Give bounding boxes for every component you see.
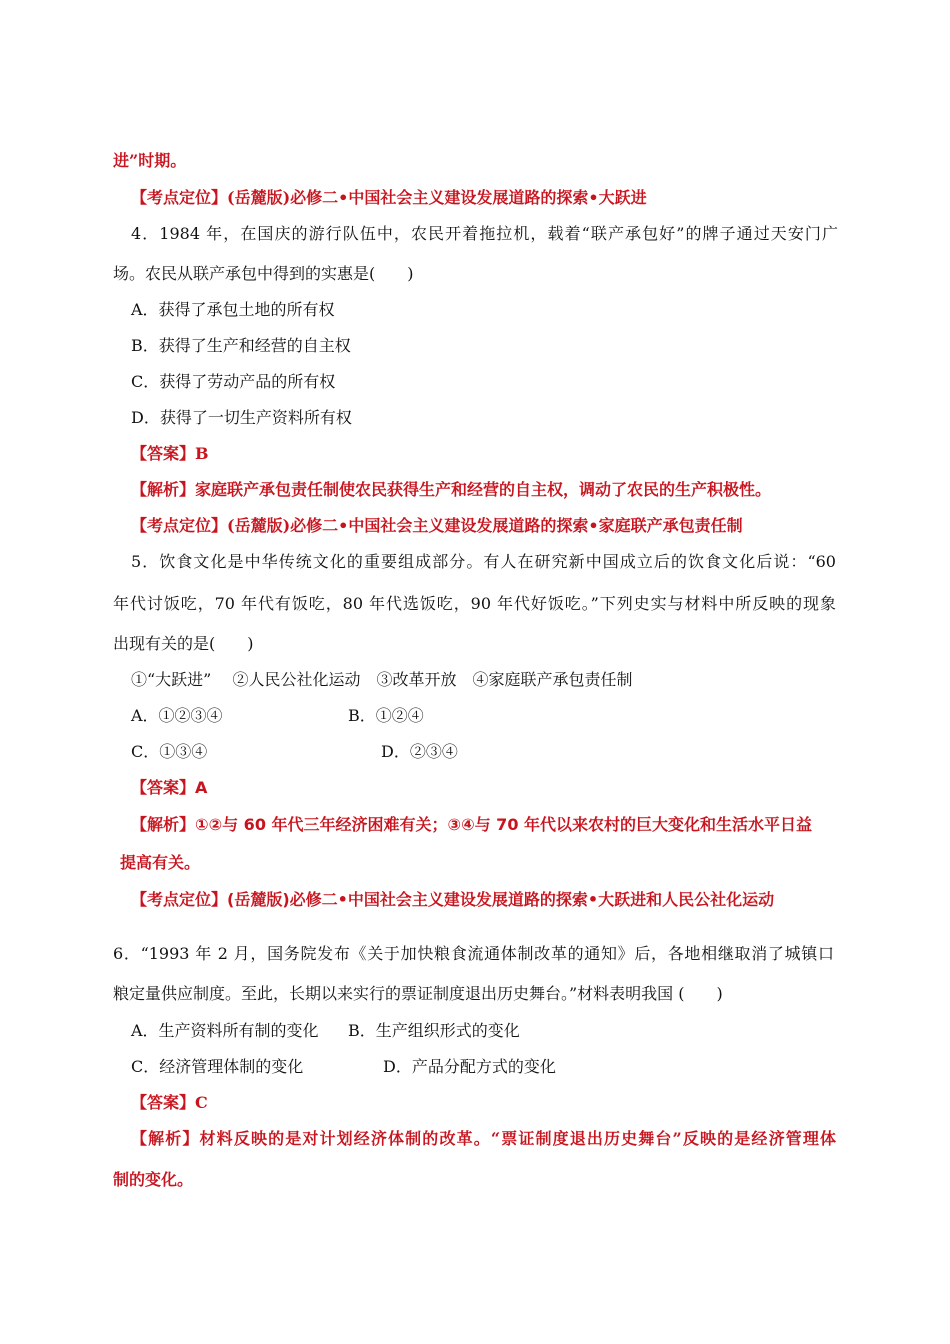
answer-label: 【答案】 — [131, 444, 196, 463]
q5-jiexi-line1 — [131, 815, 812, 835]
kaodian-label: 【考点定位】 — [131, 890, 228, 909]
q3-tail-text: 进”时期。 — [113, 151, 187, 170]
jiexi-text: 家庭联产承包责任制使农民获得生产和经营的自主权，调动了农民的生产积极性。 — [195, 480, 772, 499]
q5-jiexi-line2: 提高有关。 — [120, 853, 201, 872]
q5-option-c: C．①③④ — [131, 742, 208, 761]
q3-kaodian — [131, 188, 647, 208]
answer-label: 【答案】 — [131, 1093, 196, 1112]
answer-value: B — [195, 444, 209, 463]
q4-option-c: C．获得了劳动产品的所有权 — [131, 372, 336, 391]
q4-option-b: B．获得了生产和经营的自主权 — [131, 336, 351, 355]
q6-answer — [131, 1093, 208, 1113]
q4-stem-line2: 场。农民从联产承包中得到的实惠是( ) — [113, 264, 414, 283]
q4-stem-line1: 4．1984 年，在国庆的游行队伍中，农民开着拖拉机，载着“联产承包好”的牌子通过天安门广 — [131, 224, 838, 243]
q6-stem-line1: 6．“1993 年 2 月，国务院发布《关于加快粮食流通体制改革的通知》后，各地相继取消了城镇口 — [113, 944, 834, 963]
q6-jiexi-line2: 制的变化。 — [113, 1170, 194, 1189]
jiexi-label: 【解析】 — [131, 815, 196, 834]
q5-kaodian — [131, 890, 774, 910]
kaodian-text: (岳麓版)必修二•中国社会主义建设发展道路的探索•家庭联产承包责任制 — [227, 516, 743, 535]
kaodian-label: 【考点定位】 — [131, 188, 228, 207]
q5-option-b: B．①②④ — [348, 706, 424, 725]
q5-stem-line2: 年代讨饭吃，70 年代有饭吃，80 年代选饭吃，90 年代好饭吃。”下列史实与材料中所反映的现象 — [113, 594, 836, 613]
jiexi-text: 材料反映的是对计划经济体制的改革。“票证制度退出历史舞台”反映的是经济管理体 — [199, 1129, 836, 1148]
q5-stem-line1: 5．饮食文化是中华传统文化的重要组成部分。有人在研究新中国成立后的饮食文化后说：“60 — [131, 552, 836, 571]
q5-option-d: D．②③④ — [381, 742, 458, 761]
answer-label: 【答案】 — [131, 778, 196, 797]
q5-option-a: A．①②③④ — [131, 706, 223, 725]
q5-items: ①“大跃进” ②人民公社化运动 ③改革开放 ④家庭联产承包责任制 — [131, 670, 633, 689]
q6-option-d: D．产品分配方式的变化 — [383, 1057, 556, 1076]
q4-option-a: A．获得了承包土地的所有权 — [131, 300, 335, 319]
q6-option-c: C．经济管理体制的变化 — [131, 1057, 304, 1076]
q6-stem-line2: 粮定量供应制度。至此，长期以来实行的票证制度退出历史舞台。”材料表明我国 ( ) — [113, 984, 723, 1003]
q4-kaodian — [131, 516, 743, 536]
kaodian-text: (岳麓版)必修二•中国社会主义建设发展道路的探索•大跃进和人民公社化运动 — [227, 890, 775, 909]
q4-option-d: D．获得了一切生产资料所有权 — [131, 408, 352, 427]
q6-option-b: B．生产组织形式的变化 — [348, 1021, 520, 1040]
q6-jiexi-line1 — [131, 1129, 836, 1149]
q4-jiexi — [131, 480, 771, 500]
jiexi-text: ①②与 60 年代三年经济困难有关；③④与 70 年代以来农村的巨大变化和生活水平日益 — [195, 815, 813, 834]
kaodian-label: 【考点定位】 — [131, 516, 228, 535]
jiexi-label: 【解析】 — [131, 1129, 200, 1148]
answer-value: A — [195, 778, 208, 797]
jiexi-label: 【解析】 — [131, 480, 196, 499]
q4-answer — [131, 444, 209, 464]
q5-answer — [131, 778, 207, 798]
answer-value: C — [195, 1093, 208, 1112]
q6-option-a: A．生产资料所有制的变化 — [131, 1021, 319, 1040]
q5-stem-line3: 出现有关的是( ) — [113, 634, 254, 653]
kaodian-text: (岳麓版)必修二•中国社会主义建设发展道路的探索•大跃进 — [227, 188, 647, 207]
